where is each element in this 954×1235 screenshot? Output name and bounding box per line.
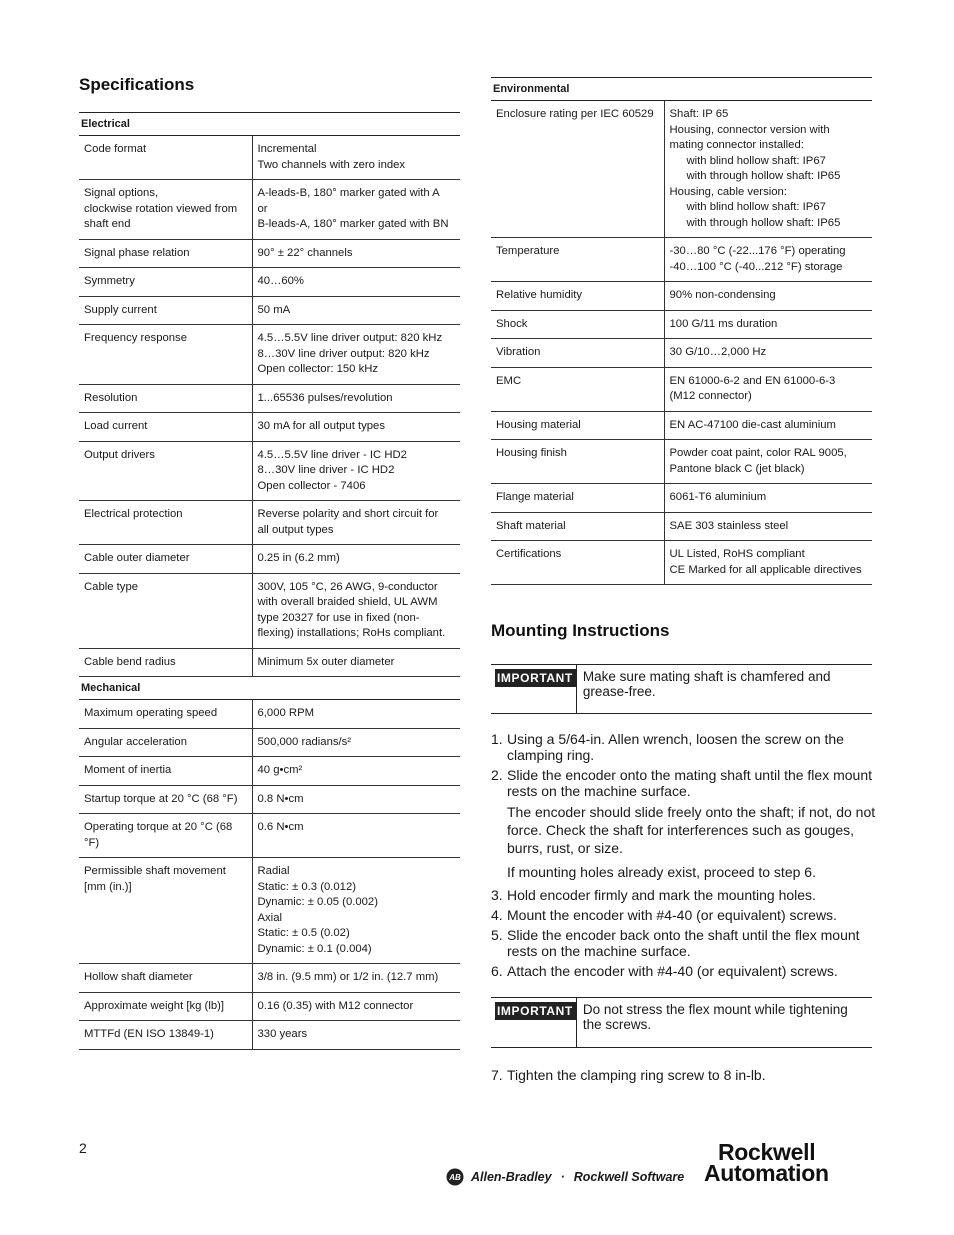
spec-value: Shaft: IP 65 Housing, connector version with mating connector installed: with blind hollow shaft: IP67 with through hollow shaft: IP65 Housing, cable version: with blind hollow shaft: IP67 with through hollow shaft: IP65 bbox=[664, 101, 872, 238]
spec-label: Cable type bbox=[79, 573, 252, 648]
spec-value: 0.8 N•cm bbox=[252, 785, 460, 814]
environmental-heading: Environmental bbox=[491, 77, 872, 101]
important-text: Make sure mating shaft is chamfered and grease-free. bbox=[582, 669, 831, 699]
spec-label: Hollow shaft diameter bbox=[79, 964, 252, 993]
spec-value: 90% non-condensing bbox=[664, 282, 872, 311]
specs-right-column bbox=[491, 77, 872, 585]
spec-label: Shock bbox=[491, 310, 664, 339]
table-row bbox=[79, 136, 460, 180]
list-item: 6. Attach the encoder with #4-40 (or equivalent) screws. bbox=[491, 963, 838, 979]
table-row bbox=[79, 964, 460, 993]
table-row bbox=[491, 440, 872, 484]
table-row bbox=[491, 101, 872, 238]
spec-label: Symmetry bbox=[79, 268, 252, 297]
spec-value: EN 61000-6-2 and EN 61000-6-3 (M12 connector) bbox=[664, 367, 872, 411]
table-row bbox=[491, 411, 872, 440]
spec-value: 40 g•cm² bbox=[252, 757, 460, 786]
spec-value: 100 G/11 ms duration bbox=[664, 310, 872, 339]
list-item: 5. Slide the encoder back onto the shaft until the flex mount rests on the machine surface. bbox=[491, 927, 860, 959]
table-row bbox=[491, 484, 872, 513]
spec-label: Housing material bbox=[491, 411, 664, 440]
spec-value: 500,000 radians/s² bbox=[252, 728, 460, 757]
spec-value: 6,000 RPM bbox=[252, 700, 460, 728]
table-row bbox=[79, 992, 460, 1021]
table-row bbox=[79, 648, 460, 677]
spec-value: 0.16 (0.35) with M12 connector bbox=[252, 992, 460, 1021]
table-row bbox=[79, 441, 460, 501]
spec-label: Flange material bbox=[491, 484, 664, 513]
footer-brands bbox=[446, 1168, 684, 1186]
table-row bbox=[79, 413, 460, 442]
table-row bbox=[491, 339, 872, 368]
table-row bbox=[79, 814, 460, 858]
table-row bbox=[491, 238, 872, 282]
spec-label: Permissible shaft movement [mm (in.)] bbox=[79, 858, 252, 964]
spec-label: Startup torque at 20 °C (68 °F) bbox=[79, 785, 252, 814]
spec-value: 40…60% bbox=[252, 268, 460, 297]
important-text: Do not stress the flex mount while tightening the screws. bbox=[582, 1002, 848, 1032]
spec-label: Operating torque at 20 °C (68 °F) bbox=[79, 814, 252, 858]
table-row bbox=[491, 541, 872, 585]
spec-label: Temperature bbox=[491, 238, 664, 282]
table-row bbox=[79, 296, 460, 325]
spec-value: 0.6 N•cm bbox=[252, 814, 460, 858]
spec-value: 90° ± 22° channels bbox=[252, 239, 460, 268]
page-number: 2 bbox=[79, 1140, 87, 1156]
table-row bbox=[491, 367, 872, 411]
allen-bradley-logo-icon bbox=[446, 1168, 464, 1186]
spec-label: Enclosure rating per IEC 60529 bbox=[491, 101, 664, 238]
brand-separator: · bbox=[560, 1170, 565, 1184]
spec-value: 50 mA bbox=[252, 296, 460, 325]
spec-label: Code format bbox=[79, 136, 252, 180]
mounting-steps-list-continued bbox=[491, 1067, 876, 1087]
table-row bbox=[79, 180, 460, 240]
step-note: If mounting holes already exist, proceed to step 6. bbox=[507, 864, 816, 880]
list-item: 2. Slide the encoder onto the mating shaft until the flex mount rests on the machine surface. bbox=[491, 767, 873, 799]
electrical-table bbox=[79, 136, 460, 677]
spec-label: EMC bbox=[491, 367, 664, 411]
table-row bbox=[491, 282, 872, 311]
table-row bbox=[79, 1021, 460, 1050]
table-row bbox=[79, 239, 460, 268]
spec-value: -30…80 °C (-22...176 °F) operating -40…100 °C (-40...212 °F) storage bbox=[664, 238, 872, 282]
spec-value: 30 G/10…2,000 Hz bbox=[664, 339, 872, 368]
spec-value: Reverse polarity and short circuit for all output types bbox=[252, 501, 460, 545]
spec-value: UL Listed, RoHS compliant CE Marked for all applicable directives bbox=[664, 541, 872, 585]
mechanical-heading: Mechanical bbox=[79, 677, 460, 700]
spec-value: Minimum 5x outer diameter bbox=[252, 648, 460, 677]
list-item: 1. Using a 5/64-in. Allen wrench, loosen the screw on the clamping ring. bbox=[491, 731, 844, 763]
table-row bbox=[79, 785, 460, 814]
spec-value: 330 years bbox=[252, 1021, 460, 1050]
spec-label: Shaft material bbox=[491, 512, 664, 541]
spec-label: Vibration bbox=[491, 339, 664, 368]
spec-label: Cable bend radius bbox=[79, 648, 252, 677]
spec-label: Angular acceleration bbox=[79, 728, 252, 757]
table-row bbox=[79, 757, 460, 786]
important-notice-2 bbox=[491, 997, 872, 1048]
table-row bbox=[79, 573, 460, 648]
allen-bradley-brand: Allen-Bradley bbox=[471, 1170, 552, 1184]
spec-value: A-leads-B, 180° marker gated with A or B-leads-A, 180° marker gated with BN bbox=[252, 180, 460, 240]
mechanical-table bbox=[79, 700, 460, 1050]
svg-text:AB: AB bbox=[449, 1173, 461, 1182]
table-row bbox=[79, 858, 460, 964]
spec-value: SAE 303 stainless steel bbox=[664, 512, 872, 541]
spec-value: Radial Static: ± 0.3 (0.012) Dynamic: ± 0.05 (0.002) Axial Static: ± 0.5 (0.02) Dynamic: ± 0.1 (0.004) bbox=[252, 858, 460, 964]
rockwell-automation-logo: Rockwell Automation bbox=[704, 1139, 829, 1186]
spec-value: 1...65536 pulses/revolution bbox=[252, 384, 460, 413]
list-item: 7. Tighten the clamping ring screw to 8 in-lb. bbox=[491, 1067, 766, 1083]
spec-label: Signal phase relation bbox=[79, 239, 252, 268]
mounting-steps-list bbox=[491, 731, 876, 983]
table-row bbox=[79, 728, 460, 757]
spec-label: Signal options, clockwise rotation viewed from shaft end bbox=[79, 180, 252, 240]
spec-label: Approximate weight [kg (lb)] bbox=[79, 992, 252, 1021]
table-row bbox=[79, 268, 460, 297]
table-row bbox=[491, 512, 872, 541]
specifications-title: Specifications bbox=[79, 75, 195, 94]
table-row bbox=[79, 325, 460, 385]
spec-value: 4.5…5.5V line driver - IC HD2 8…30V line driver - IC HD2 Open collector - 7406 bbox=[252, 441, 460, 501]
important-badge: IMPORTANT bbox=[491, 665, 577, 713]
mounting-instructions-title: Mounting Instructions bbox=[491, 621, 670, 640]
spec-label: Moment of inertia bbox=[79, 757, 252, 786]
table-row bbox=[79, 545, 460, 574]
table-row bbox=[79, 384, 460, 413]
list-item: 3. Hold encoder firmly and mark the mounting holes. bbox=[491, 887, 816, 903]
table-row bbox=[79, 501, 460, 545]
spec-value: 30 mA for all output types bbox=[252, 413, 460, 442]
spec-label: Cable outer diameter bbox=[79, 545, 252, 574]
spec-label: Resolution bbox=[79, 384, 252, 413]
spec-label: Output drivers bbox=[79, 441, 252, 501]
electrical-heading: Electrical bbox=[79, 112, 460, 136]
list-item: 4. Mount the encoder with #4-40 (or equivalent) screws. bbox=[491, 907, 837, 923]
spec-value: EN AC-47100 die-cast aluminium bbox=[664, 411, 872, 440]
table-row bbox=[79, 700, 460, 728]
spec-label: Electrical protection bbox=[79, 501, 252, 545]
spec-label: Maximum operating speed bbox=[79, 700, 252, 728]
important-badge: IMPORTANT bbox=[491, 998, 577, 1047]
spec-label: Load current bbox=[79, 413, 252, 442]
spec-label: Relative humidity bbox=[491, 282, 664, 311]
spec-value: 4.5…5.5V line driver output: 820 kHz 8…30V line driver output: 820 kHz Open collector: 150 kHz bbox=[252, 325, 460, 385]
rockwell-software-brand: Rockwell Software bbox=[573, 1170, 685, 1184]
spec-value: Incremental Two channels with zero index bbox=[252, 136, 460, 180]
spec-label: Housing finish bbox=[491, 440, 664, 484]
spec-label: MTTFd (EN ISO 13849-1) bbox=[79, 1021, 252, 1050]
important-notice-1 bbox=[491, 664, 872, 714]
table-row bbox=[491, 310, 872, 339]
spec-value: 6061-T6 aluminium bbox=[664, 484, 872, 513]
spec-value: 0.25 in (6.2 mm) bbox=[252, 545, 460, 574]
environmental-table bbox=[491, 101, 872, 585]
spec-value: 3/8 in. (9.5 mm) or 1/2 in. (12.7 mm) bbox=[252, 964, 460, 993]
spec-label: Supply current bbox=[79, 296, 252, 325]
spec-label: Frequency response bbox=[79, 325, 252, 385]
specs-left-column bbox=[79, 112, 460, 1050]
step-note: The encoder should slide freely onto the shaft; if not, do not force. Check the shaft for interferences such as gouges, burrs, rust, or size. bbox=[507, 804, 876, 856]
spec-value: 300V, 105 °C, 26 AWG, 9-conductor with overall braided shield, UL AWM type 20327 for use in fixed (non- flexing) installations; RoHs compliant. bbox=[252, 573, 460, 648]
spec-value: Powder coat paint, color RAL 9005, Pantone black C (jet black) bbox=[664, 440, 872, 484]
spec-label: Certifications bbox=[491, 541, 664, 585]
